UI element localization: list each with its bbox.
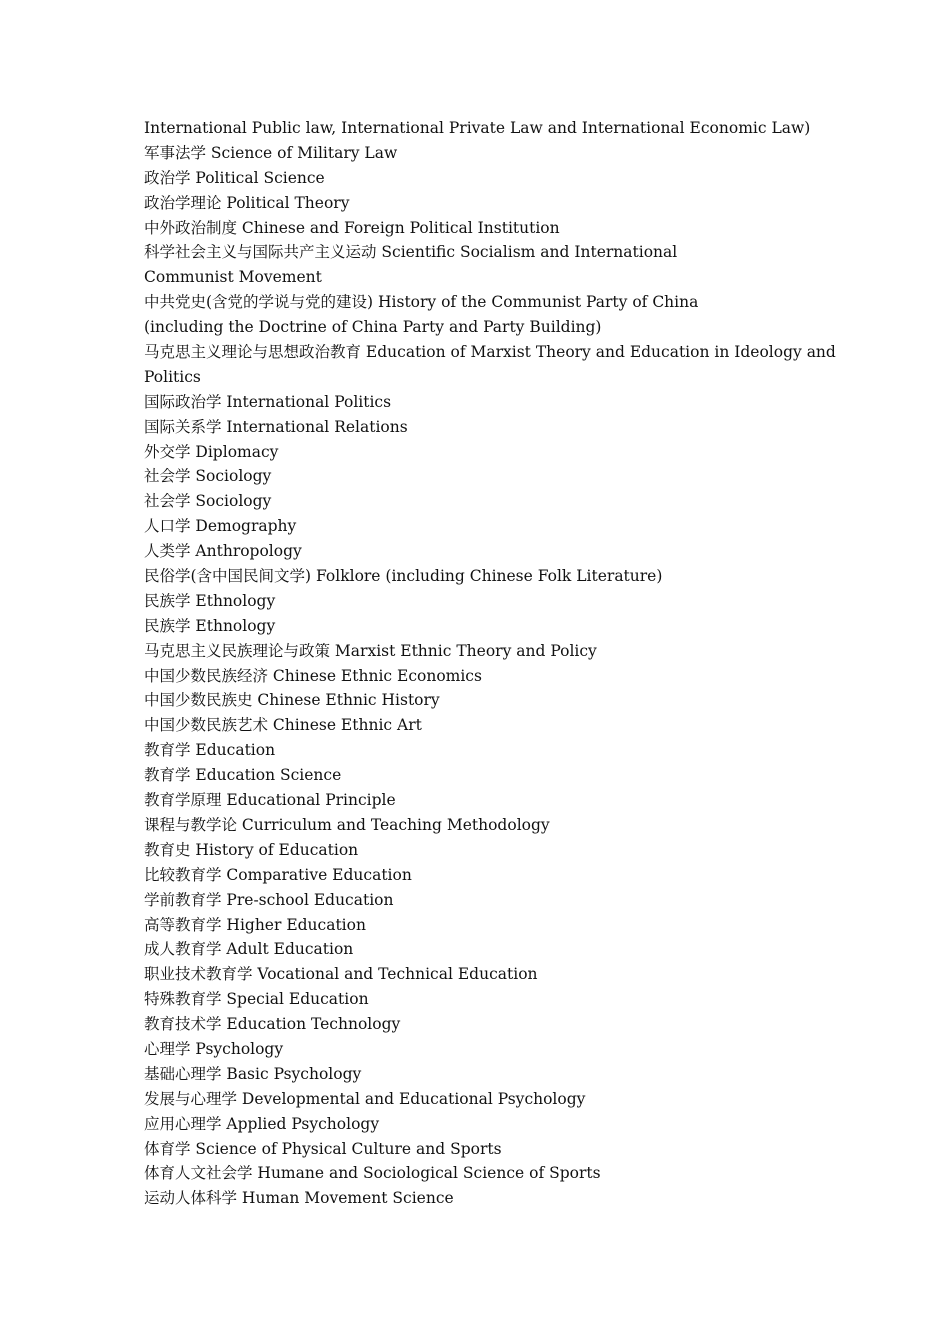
text-line: 人类学 Anthropology (144, 542, 302, 561)
document-body (144, 116, 836, 1211)
text-line: 课程与教学论 Curriculum and Teaching Methodology (144, 815, 550, 834)
text-line: 民族学 Ethnology (144, 591, 276, 610)
text-line: 职业技术教育学 Vocational and Technical Education (144, 965, 538, 984)
text-line: 政治学 Political Science (144, 168, 325, 187)
text-line: International Public law, International Private Law and International Economic Law) (144, 119, 811, 137)
text-line: 教育学 Education Science (144, 766, 342, 785)
text-line: 教育学 Education (144, 741, 276, 760)
text-line: (including the Doctrine of China Party and Party Building) (144, 318, 602, 337)
text-line: 军事法学 Science of Military Law (144, 143, 398, 162)
text-line: 中国少数民族史 Chinese Ethnic History (144, 691, 440, 710)
text-line: 教育技术学 Education Technology (144, 1015, 401, 1034)
text-line: 体育学 Science of Physical Culture and Sports (144, 1139, 502, 1158)
text-line: 国际关系学 International Relations (144, 417, 408, 436)
text-line: 民族学 Ethnology (144, 616, 276, 635)
text-line: 人口学 Demography (144, 517, 297, 536)
text-line: 体育人文社会学 Humane and Sociological Science of Sports (144, 1164, 601, 1183)
text-line: 外交学 Diplomacy (144, 442, 279, 461)
text-line: 教育学原理 Educational Principle (144, 791, 396, 810)
text-line: 民俗学(含中国民间文学) Folklore (including Chinese Folk Literature) (144, 567, 663, 586)
text-line: 科学社会主义与国际共产主义运动 Scientific Socialism and International (144, 243, 678, 262)
text-line: Politics (144, 367, 201, 386)
text-line: 社会学 Sociology (144, 467, 272, 486)
text-line: 政治学理论 Political Theory (144, 193, 350, 212)
text-line: 中国少数民族经济 Chinese Ethnic Economics (144, 666, 482, 685)
text-line: 成人教育学 Adult Education (144, 940, 354, 959)
text-line: 比较教育学 Comparative Education (144, 865, 412, 884)
text-line: 特殊教育学 Special Education (144, 990, 369, 1009)
text-line: 运动人体科学 Human Movement Science (144, 1189, 454, 1208)
text-line: 心理学 Psychology (144, 1039, 284, 1058)
text-line: 应用心理学 Applied Psychology (144, 1114, 380, 1133)
text-line: 国际政治学 International Politics (144, 392, 392, 411)
text-line: 中外政治制度 Chinese and Foreign Political Institution (144, 218, 560, 237)
text-line: 中共党史(含党的学说与党的建设) History of the Communist Party of China (144, 293, 699, 312)
text-line: 马克思主义民族理论与政策 Marxist Ethnic Theory and Policy (144, 641, 597, 660)
text-line: Communist Movement (144, 268, 322, 287)
text-line: 基础心理学 Basic Psychology (144, 1064, 362, 1083)
text-line: 教育史 History of Education (144, 840, 359, 859)
text-line: 中国少数民族艺术 Chinese Ethnic Art (144, 716, 422, 735)
text-line: 发展与心理学 Developmental and Educational Psychology (144, 1089, 586, 1108)
text-line: 马克思主义理论与思想政治教育 Education of Marxist Theory and Education in Ideology and (144, 343, 836, 362)
text-line: 高等教育学 Higher Education (144, 915, 366, 934)
text-line: 社会学 Sociology (144, 492, 272, 511)
text-line: 学前教育学 Pre-school Education (144, 890, 394, 909)
